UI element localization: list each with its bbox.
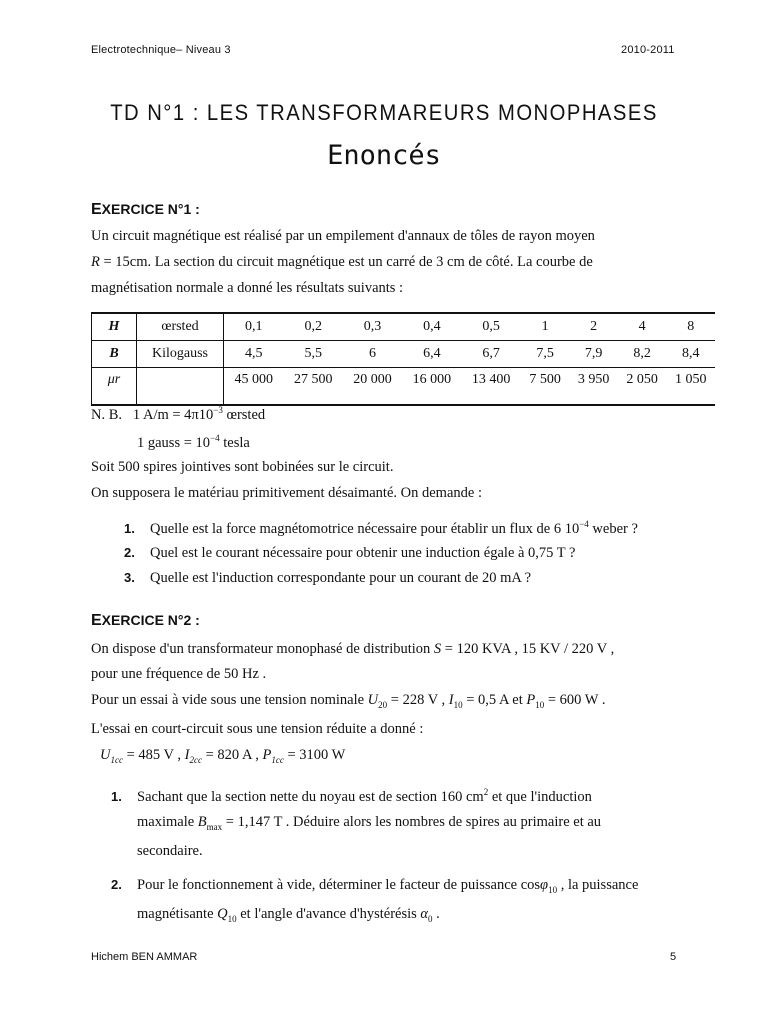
ex2-question-1-line-1: 1. Sachant que la section nette du noyau est de section 160 $cm^2$ et que l'induction (111, 787, 592, 805)
ex2-question-2-line-2: magnétisante $Q_{10}$ et l'angle d'avance d'hystérésis $\alpha_0$ . (137, 906, 440, 924)
table-cell: 5,5 (284, 341, 343, 368)
table-row (92, 313, 716, 341)
page-number: 5 (670, 951, 677, 963)
footer-author: Hichem BEN AMMAR (91, 951, 198, 963)
ex2-paragraph-3: Pour un essai à vide sous une tension nominale $U_{20} = 228$ V , $I_{10} = 0,5$ A et $P_{10} = 600$ W . (91, 692, 606, 710)
table-cell: 6 (343, 341, 402, 368)
ex1-question-3: 3. Quelle est l'induction correspondante pour un courant de 20 mA ? (124, 570, 532, 586)
ex2-paragraph-5: $U_{1cc} = 485$ V , $I_{2cc} = 820$ A , $P_{1cc} = 3100$ W (100, 747, 346, 765)
nb-line-2: 1 gauss = $10^{-4}$ tesla (137, 433, 250, 451)
ex1-paragraph-1: Un circuit magnétique est réalisé par un empilement d'annaux de tôles de rayon moyen (91, 228, 595, 244)
table-cell: 0,4 (402, 313, 461, 341)
ex2-paragraph-4: L'essai en court-circuit sous une tension réduite a donné : (91, 721, 424, 737)
table-cell: 20 000 (343, 368, 402, 406)
table-cell: 3 950 (569, 368, 618, 406)
table-cell: 27 500 (284, 368, 343, 406)
page-title: TD N°1 : LES TRANSFORMAREURS MONOPHASES (110, 100, 658, 125)
header-left: Electrotechnique– Niveau 3 (91, 44, 231, 56)
unit-cell (137, 368, 224, 406)
table-cell: 1 050 (666, 368, 715, 406)
ex2-question-1-line-2: maximale $B_{max} = 1,147$ T . Déduire alors les nombres de spires au primaire et au (137, 814, 602, 832)
row-label-H: H (92, 313, 137, 341)
table-cell: 6,7 (462, 341, 521, 368)
table-cell: 1 (521, 313, 570, 341)
table-cell: 45 000 (224, 368, 284, 406)
table-cell: 7,9 (569, 341, 618, 368)
ex2-paragraph-2: pour une fréquence de 50 Hz . (91, 666, 267, 682)
table-row (92, 368, 716, 406)
header-right: 2010-2011 (621, 44, 675, 56)
ex2-question-2-line-1: 2. Pour le fonctionnement à vide, déterminer le facteur de puissance cosφ$_{10}$ , la puissance (111, 877, 639, 895)
table-cell: 8,4 (666, 341, 715, 368)
table-cell: 4 (618, 313, 667, 341)
page-subtitle: Enoncés (327, 140, 441, 171)
table-cell: 0,2 (284, 313, 343, 341)
ex1-question-2: 2. Quel est le courant nécessaire pour obtenir une induction égale à 0,75 T ? (124, 545, 576, 561)
row-label-mu: μr (92, 368, 137, 406)
magnetization-table (91, 312, 715, 406)
table-cell: 8 (666, 313, 715, 341)
exercise-2-heading: EXERCICE N°2 : (91, 612, 200, 629)
ex2-question-1-line-3: secondaire. (137, 843, 203, 859)
table-cell: 7 500 (521, 368, 570, 406)
row-label-B: B (92, 341, 137, 368)
ex1-question-1: 1. Quelle est la force magnétomotrice nécessaire pour établir un flux de 6 $10^{-4}$ weber ? (124, 519, 638, 537)
table-cell: 4,5 (224, 341, 284, 368)
ex1-paragraph-5: On supposera le matériau primitivement désaimanté. On demande : (91, 485, 482, 501)
ex2-paragraph-1: On dispose d'un transformateur monophasé de distribution S = 120 KVA , 15 KV / 220 V , (91, 641, 615, 657)
table-cell: 2 050 (618, 368, 667, 406)
table-cell: 16 000 (402, 368, 461, 406)
table-cell: 6,4 (402, 341, 461, 368)
unit-cell: œrsted (137, 313, 224, 341)
table-cell: 0,3 (343, 313, 402, 341)
ex1-paragraph-2: R = 15cm. La section du circuit magnétique est un carré de 3 cm de côté. La courbe de (91, 254, 593, 270)
table-cell: 8,2 (618, 341, 667, 368)
table-cell: 2 (569, 313, 618, 341)
ex1-paragraph-3: magnétisation normale a donné les résultats suivants : (91, 280, 404, 296)
table-cell: 0,5 (462, 313, 521, 341)
ex1-paragraph-4: Soit 500 spires jointives sont bobinées sur le circuit. (91, 459, 394, 475)
unit-cell: Kilogauss (137, 341, 224, 368)
table-cell: 13 400 (462, 368, 521, 406)
exercise-1-heading: EXERCICE N°1 : (91, 201, 200, 218)
table-row (92, 341, 716, 368)
table-cell: 0,1 (224, 313, 284, 341)
nb-line-1: N. B. 1 $A/m = 4\pi 10^{-3}$ œrsted (91, 405, 266, 423)
table-cell: 7,5 (521, 341, 570, 368)
